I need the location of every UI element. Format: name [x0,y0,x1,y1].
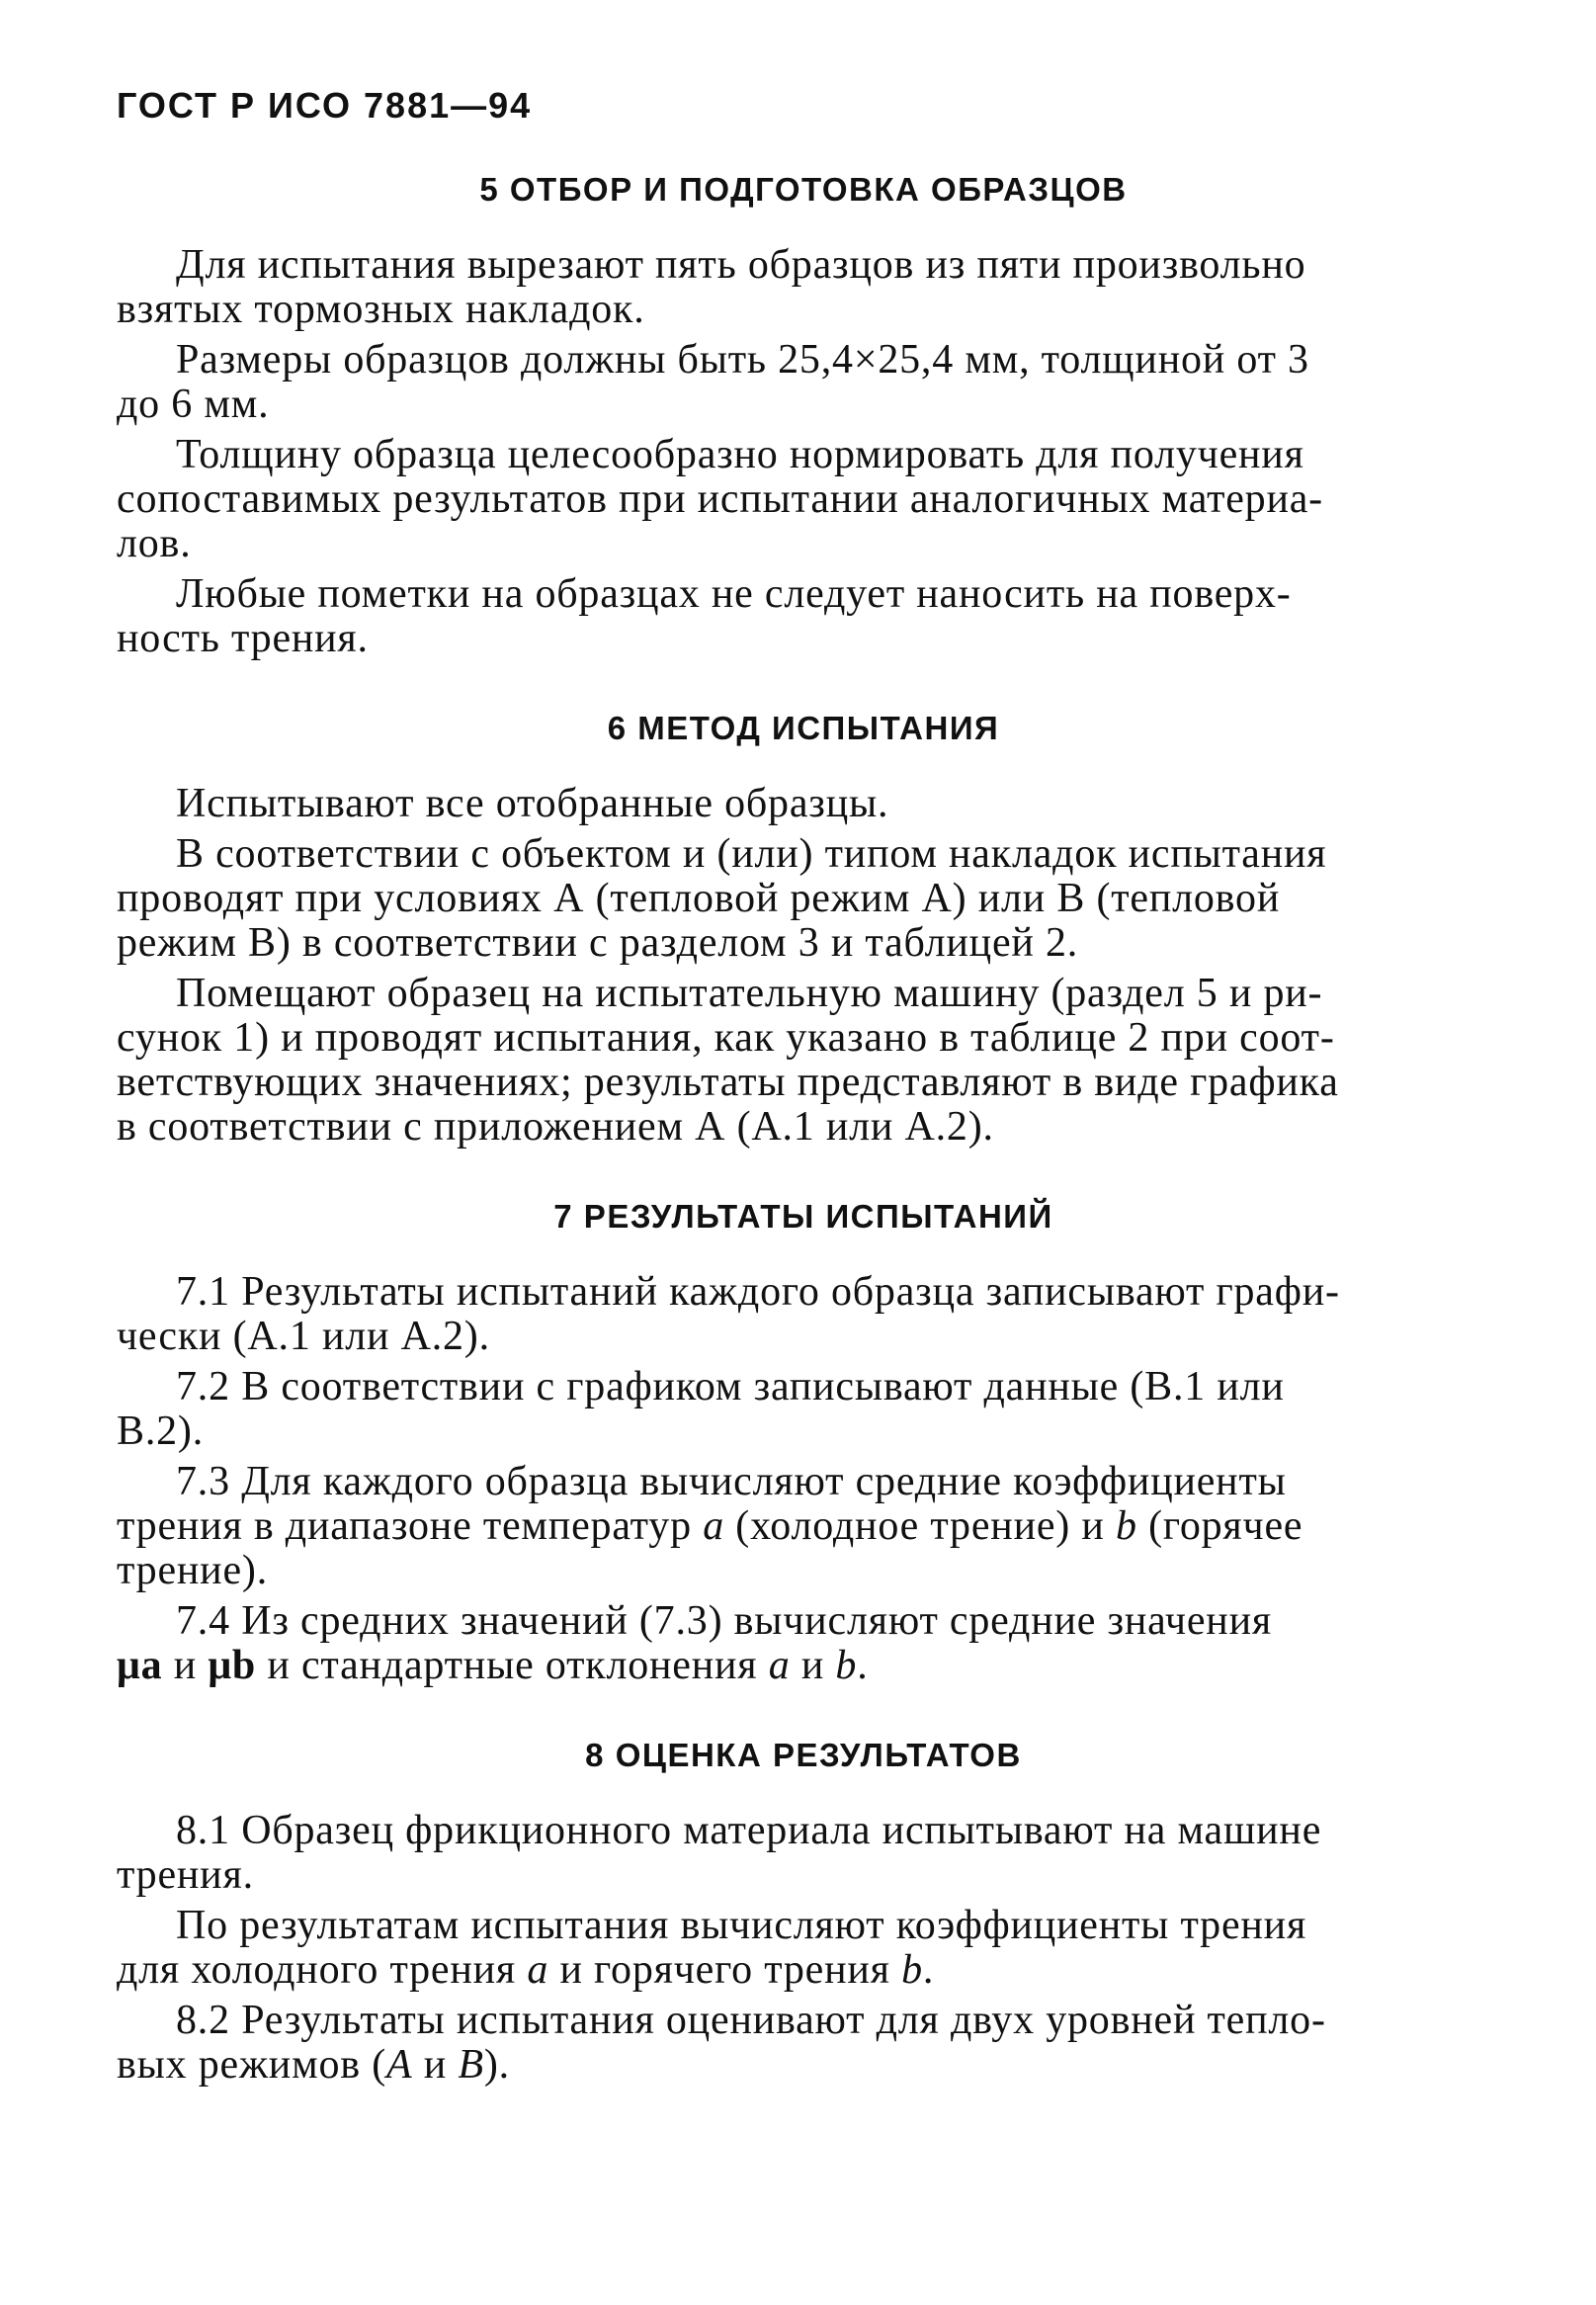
section-5 [117,168,1490,661]
text-line: 7.1 Результаты испытаний каждого образца записывают графи- [176,1269,1340,1315]
text-line: чески (А.1 или А.2). [117,1314,490,1359]
text-line: ность трения. [117,616,369,661]
text-line: 7.3 Для каждого образца вычисляют средние коэффициенты [176,1459,1287,1504]
section-8-paragraph-2 [117,1903,1490,1993]
section-7-paragraph-1 [117,1269,1490,1359]
section-7-paragraph-4 [117,1598,1490,1688]
text-line: Любые пометки на образцах не следует наносить на поверх- [176,571,1292,617]
section-7 [117,1195,1490,1688]
text-line: Испытывают все отобранные образцы. [176,781,889,826]
section-5-paragraph-1 [117,242,1490,332]
text-line: Для испытания вырезают пять образцов из пяти произвольно [176,242,1306,288]
section-6 [117,707,1490,1150]
section-7-paragraph-3 [117,1459,1490,1593]
text-line: сопоставимых результатов при испытании аналогичных материа- [117,476,1323,522]
text-line: μa и μb и стандартные отклонения a и b. [117,1643,869,1688]
text-line: В соответствии с объектом и (или) типом накладок испытания [176,831,1327,877]
section-6-paragraph-2 [117,831,1490,966]
section-5-paragraph-2 [117,337,1490,427]
section-5-paragraph-4 [117,571,1490,661]
text-line: 7.4 Из средних значений (7.3) вычисляют средние значения [176,1598,1272,1644]
document-body [117,168,1490,2133]
section-7-title: 7 РЕЗУЛЬТАТЫ ИСПЫТАНИЙ [553,1198,1053,1235]
section-6-paragraph-1 [176,782,1490,826]
text-line: 8.1 Образец фрикционного материала испытывают на машине [176,1808,1322,1853]
section-6-title: 6 МЕТОД ИСПЫТАНИЯ [607,710,1000,746]
text-line: По результатам испытания вычисляют коэффициенты трения [176,1903,1307,1948]
text-line: 7.2 В соответствии с графиком записывают данные (В.1 или [176,1364,1285,1409]
section-5-title: 5 ОТБОР И ПОДГОТОВКА ОБРАЗЦОВ [479,171,1128,208]
section-6-paragraph-3 [117,971,1490,1150]
text-line: сунок 1) и проводят испытания, как указано в таблице 2 при соот- [117,1015,1335,1061]
section-8-paragraph-3 [117,1998,1490,2088]
text-line: вых режимов (А и В). [117,2042,510,2088]
text-line: в соответствии с приложением А (А.1 или А.2). [117,1104,994,1150]
text-line: режим В) в соответствии с разделом 3 и таблицей 2. [117,920,1079,966]
text-line: проводят при условиях А (тепловой режим А) или В (тепловой [117,876,1281,921]
text-line: Размеры образцов должны быть 25,4×25,4 мм, толщиной от 3 [176,337,1309,383]
text-line: трения в диапазоне температур a (холодное трение) и b (горячее [117,1503,1303,1549]
text-line: для холодного трения a и горячего трения b. [117,1947,935,1993]
document-header: ГОСТ Р ИСО 7881—94 [117,85,533,126]
text-line: 8.2 Результаты испытания оценивают для двух уровней тепло- [176,1998,1326,2043]
text-line: В.2). [117,1409,204,1454]
text-line: ветствующих значениях; результаты представляют в виде графика [117,1060,1339,1105]
text-line: Толщину образца целесообразно нормировать для получения [176,432,1304,477]
text-line: лов. [117,521,192,566]
section-8 [117,1734,1490,2088]
section-7-paragraph-2 [117,1364,1490,1454]
text-line: Помещают образец на испытательную машину (раздел 5 и ри- [176,971,1323,1016]
text-line: взятых тормозных накладок. [117,287,645,332]
section-5-paragraph-3 [117,432,1490,566]
section-8-title: 8 ОЦЕНКА РЕЗУЛЬТАТОВ [585,1737,1022,1773]
text-line: до 6 мм. [117,382,270,427]
text-line: трения. [117,1852,254,1898]
section-8-paragraph-1 [117,1808,1490,1898]
text-line: трение). [117,1548,268,1593]
